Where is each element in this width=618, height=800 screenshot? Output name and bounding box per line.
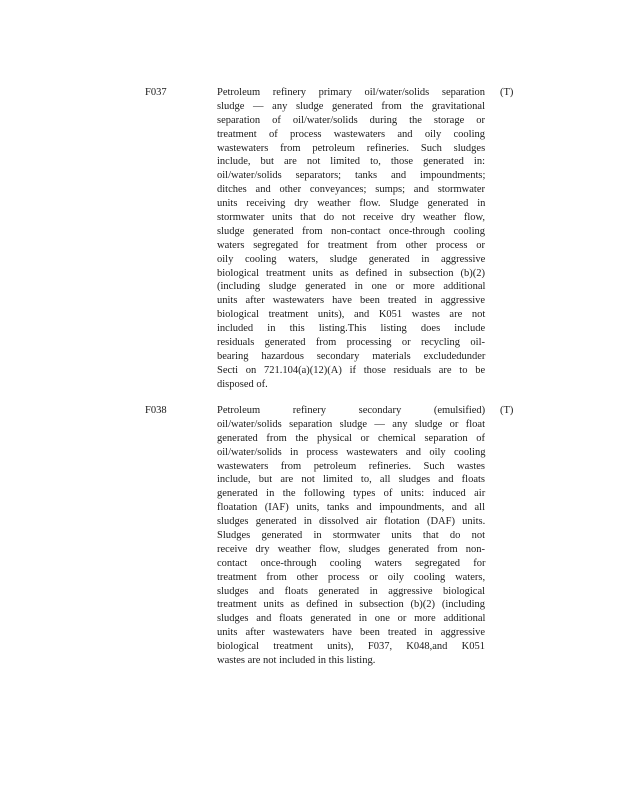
description-line: biological treatment units as defined in subsection (b)(2) [217, 267, 485, 279]
waste-code: F038 [145, 405, 167, 416]
description-line: Sludges generated in stormwater units that do not [217, 530, 485, 542]
description-line: floatation (IAF) units, tanks and impoundments, and all [217, 502, 485, 514]
description-line: treatment units as defined in subsection (b)(2) (including [217, 599, 485, 611]
waste-description [217, 86, 485, 392]
waste-code: F037 [145, 87, 167, 98]
description-line: sludges generated in dissolved air flotation (DAF) units. [217, 516, 486, 528]
description-line: waters segregated for treatment from other process or [217, 239, 485, 251]
description-line: include, but are not limited to, all sludges and floats [217, 474, 485, 486]
description-line: sludges and floats generated in one or more additional [217, 613, 486, 625]
description-line: wastewaters from petroleum refineries. Such wastes [217, 460, 485, 472]
description-line: oil/water/solids in process wastewaters and oily cooling [217, 446, 486, 458]
description-line: bearing hazardous secondary materials excludedunder [217, 350, 486, 362]
description-line: included in this listing.This listing does include [217, 323, 486, 335]
description-line: wastewaters from petroleum refineries. Such sludges [217, 142, 486, 154]
description-line: Petroleum refinery secondary (emulsified) [217, 405, 486, 416]
description-line: contact once-through cooling waters segregated for [217, 557, 486, 569]
description-line: separation of oil/water/solids during the storage or [217, 114, 485, 126]
description-line: oil/water/solids separation sludge — any sludge or float [217, 418, 485, 430]
description-line: sludge — any sludge generated from the gravitational [217, 100, 485, 112]
description-line: wastes are not included in this listing. [217, 655, 376, 667]
description-line: units after wastewaters have been treated in aggressive [217, 295, 486, 307]
description-line: ditches and other conveyances; sumps; and stormwater [217, 184, 485, 196]
description-line: (including sludge generated in one or more additional [217, 281, 486, 293]
description-line: biological treatment units), F037, K048,and K051 [217, 641, 485, 653]
description-line: generated in the following types of units: induced air [217, 488, 486, 500]
description-line: oily cooling waters, sludge generated in aggressive [217, 253, 486, 265]
description-line: residuals generated from processing or recycling oil- [217, 337, 485, 349]
description-line: treatment from other process or oily cooling waters, [217, 571, 486, 583]
description-line: biological treatment units), and K051 wastes are not [217, 309, 486, 321]
waste-description [217, 404, 485, 668]
description-line: units after wastewaters have been treated in aggressive [217, 627, 486, 639]
description-line: units receiving dry weather flow. Sludge generated in [217, 198, 486, 210]
hazard-code: (T) [500, 87, 514, 98]
description-line: Petroleum refinery primary oil/water/solids separation [217, 87, 486, 98]
description-line: treatment of process wastewaters and oily cooling [217, 128, 485, 140]
description-line: include, but are not limited to, those generated in: [217, 156, 485, 168]
description-line: Secti on 721.104(a)(12)(A) if those residuals are to be [217, 364, 486, 376]
description-line: sludge generated from non-contact once-through cooling [217, 225, 485, 237]
hazard-code: (T) [500, 405, 514, 416]
description-line: oil/water/solids separators; tanks and impoundments; [217, 170, 486, 182]
description-line: sludges and floats generated in aggressive biological [217, 585, 486, 597]
description-line: receive dry weather flow, sludges generated from non- [217, 543, 486, 555]
description-line: stormwater units that do not receive dry weather flow, [217, 212, 486, 224]
description-line: generated from the physical or chemical separation of [217, 432, 485, 444]
description-line: disposed of. [217, 378, 268, 390]
